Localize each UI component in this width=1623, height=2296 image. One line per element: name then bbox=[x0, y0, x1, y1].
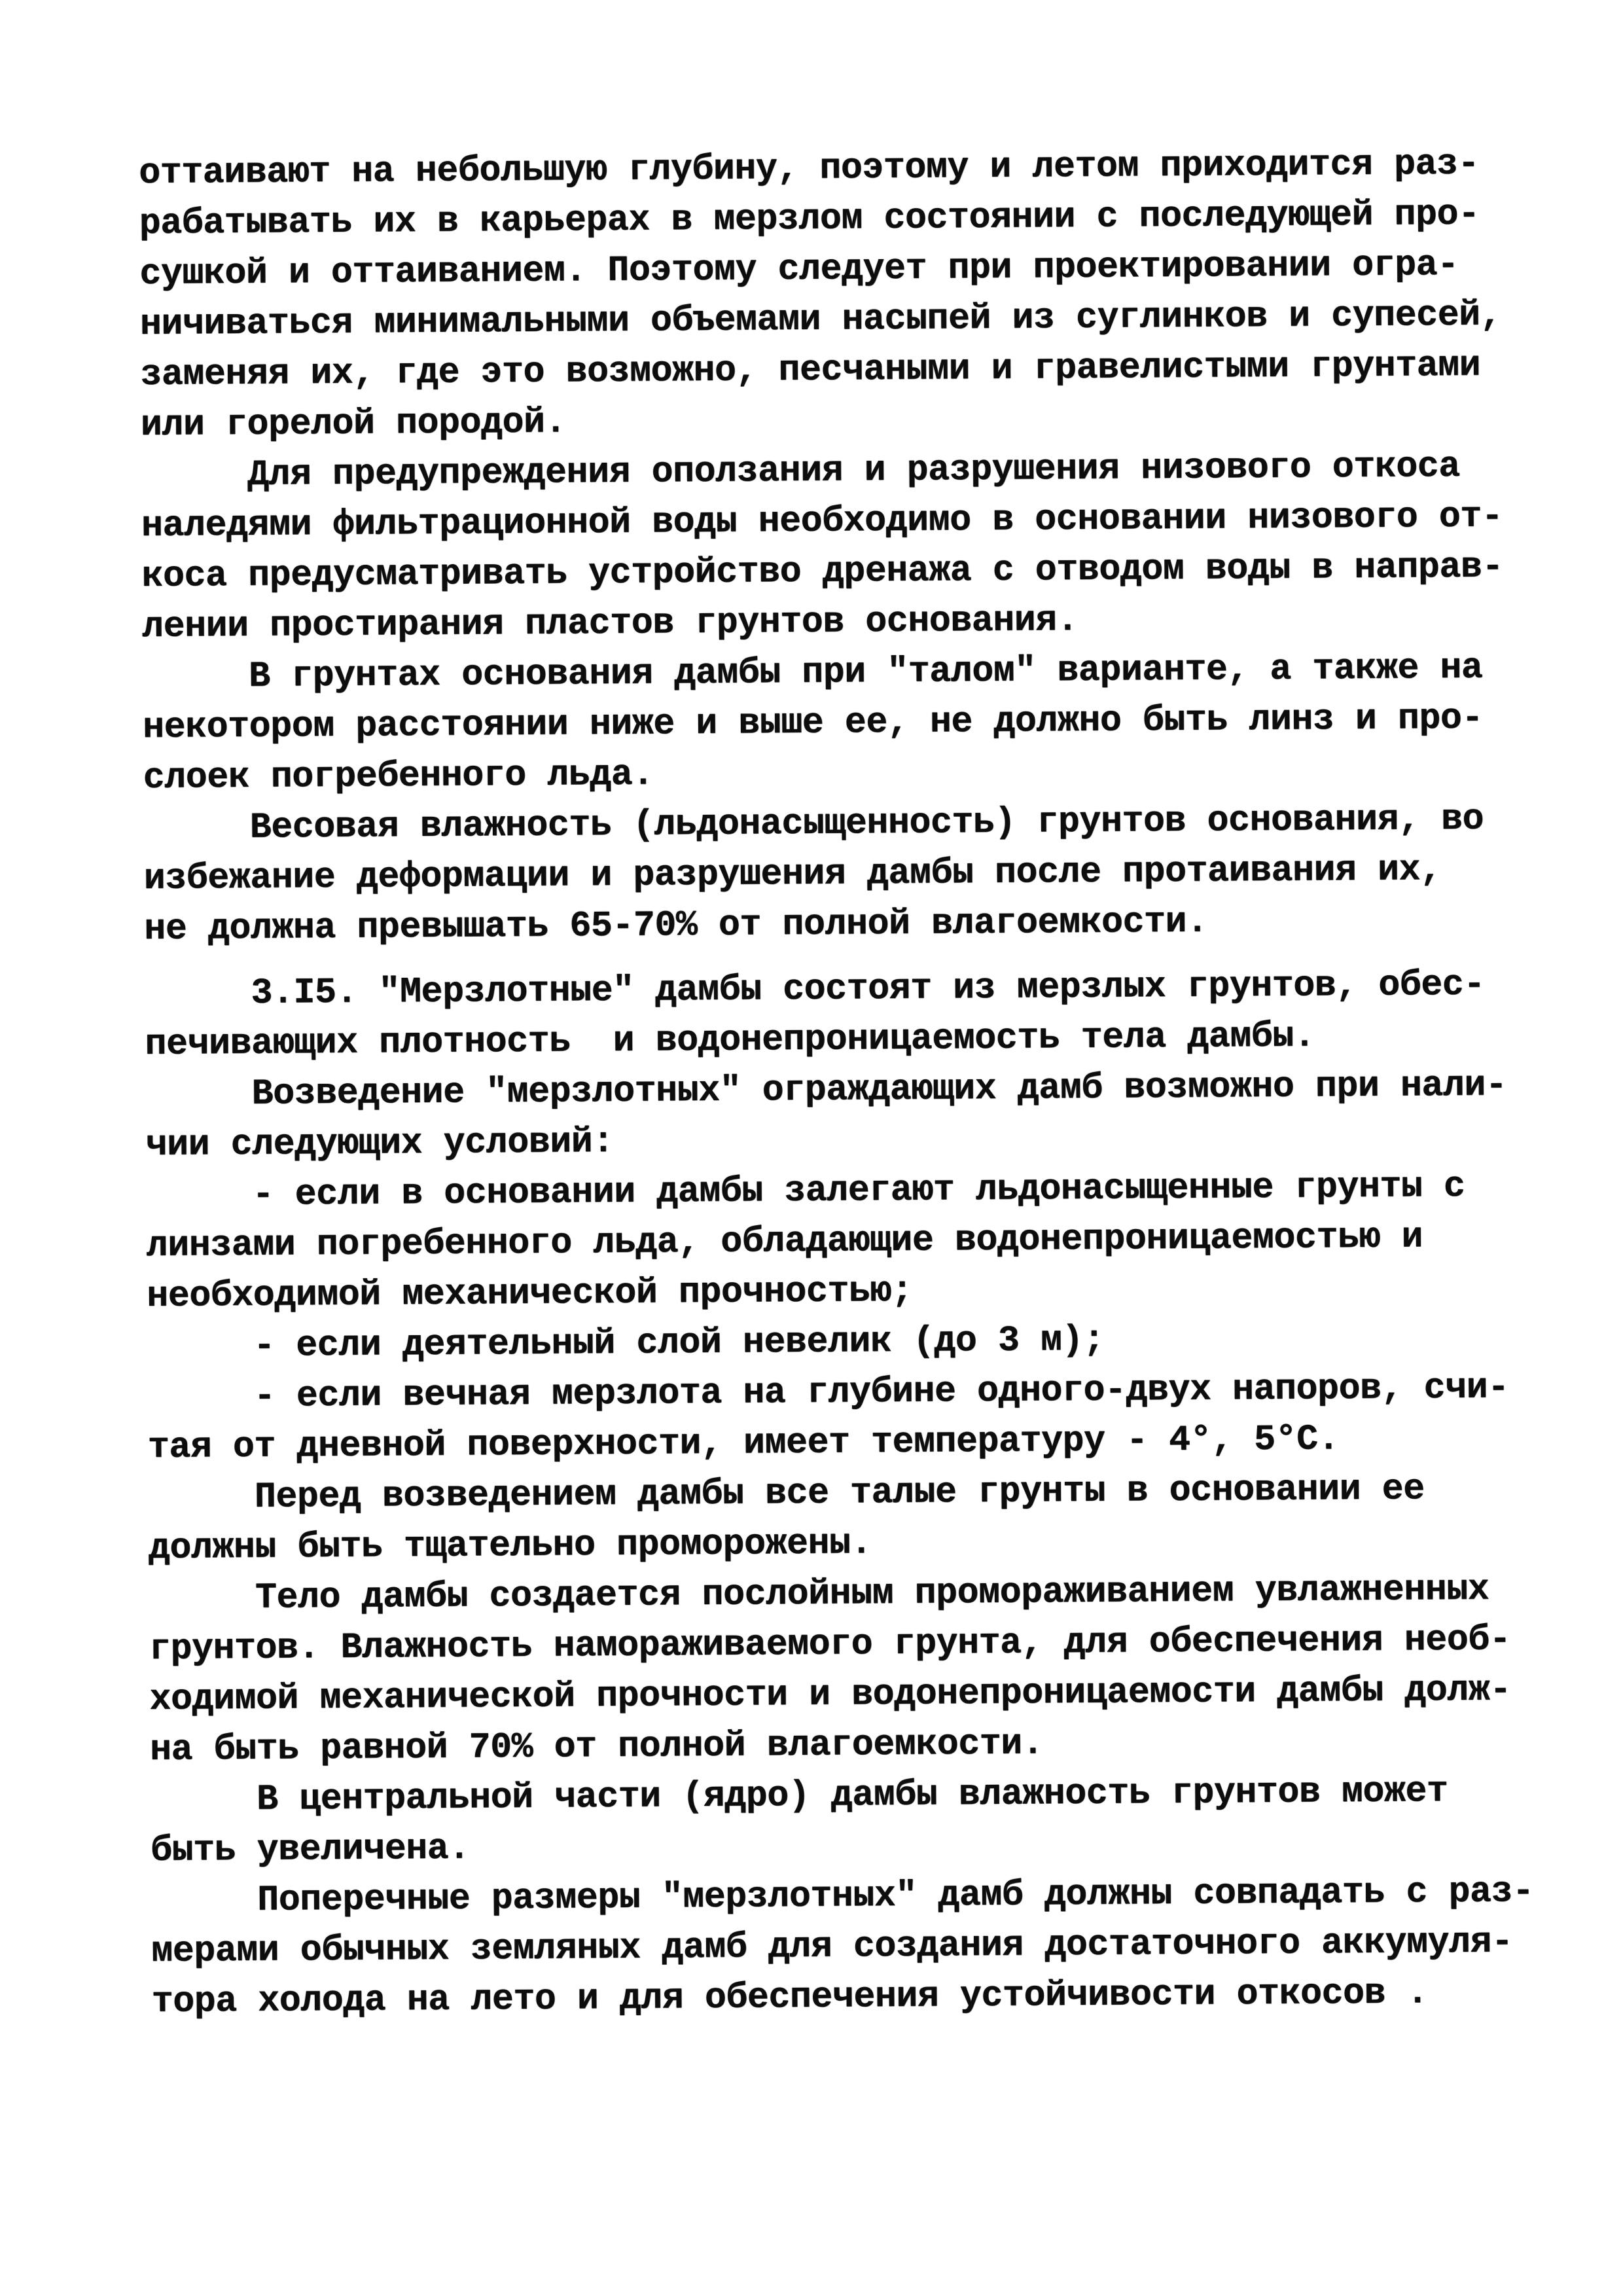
text-line: должны быть тщательно проморожены. bbox=[148, 1522, 872, 1569]
text-line: ничиваться минимальными объемами насыпей из суглинков и супесей, bbox=[139, 294, 1502, 345]
text-line: ходимой механической прочности и водонепроницаемости дамбы долж- bbox=[149, 1669, 1512, 1720]
text-line: чии следующих условий: bbox=[145, 1121, 614, 1166]
text-line: Перед возведением дамбы все талые грунты в основании ее bbox=[148, 1468, 1425, 1518]
text-line: тора холода на лето и для обеспечения устойчивости откосов . bbox=[151, 1972, 1429, 2022]
text-line: необходимой механической прочностью; bbox=[147, 1270, 913, 1317]
text-line: рабатывать их в карьерах в мерзлом состоянии с последующей про- bbox=[139, 193, 1480, 244]
text-line: мерами обычных земляных дамб для создания достаточного аккумуля- bbox=[151, 1921, 1513, 1972]
text-line: быть увеличена. bbox=[150, 1827, 470, 1871]
text-line: Для предупреждения оползания и разрушения низового откоса bbox=[141, 445, 1461, 496]
text-line: Весовая влажность (льдонасыщенность) грунтов основания, во bbox=[143, 798, 1484, 849]
text-line: наледями фильтрационной воды необходимо в основании низового от- bbox=[141, 495, 1503, 547]
text-block bbox=[139, 138, 1535, 2027]
text-line: - если в основании дамбы залегают льдонасыщенные грунты с bbox=[145, 1165, 1465, 1216]
text-line: Возведение "мерзлотных" ограждающих дамб возможно при нали- bbox=[145, 1064, 1507, 1115]
text-line: линзами погребенного льда, обладающие водонепроницаемостью и bbox=[146, 1216, 1423, 1266]
text-line: заменяя их, где это возможно, песчаными и гравелистыми грунтами bbox=[140, 344, 1481, 395]
text-line: В центральной части (ядро) дамбы влажность грунтов может bbox=[150, 1770, 1448, 1821]
text-line: печивающих плотность и водонепроницаемость тела дамбы. bbox=[145, 1015, 1315, 1065]
text-line: - если деятельный слой невелик (до 3 м); bbox=[147, 1319, 1105, 1367]
text-line: на быть равной 70% от полной влагоемкости. bbox=[149, 1723, 1044, 1770]
text-line: или горелой породой. bbox=[140, 401, 567, 446]
text-line: Тело дамбы создается послойным промораживанием увлажненных bbox=[149, 1568, 1489, 1619]
text-line: сушкой и оттаиванием. Поэтому следует при проектировании огра- bbox=[139, 243, 1459, 295]
text-line: некотором расстоянии ниже и выше ее, не должно быть линз и про- bbox=[142, 697, 1484, 748]
text-line: грунтов. Влажность намораживаемого грунта, для обеспечения необ- bbox=[149, 1619, 1511, 1670]
text-line: коса предусматривать устройство дренажа с отводом воды в направ- bbox=[141, 546, 1504, 597]
text-line: Поперечные размеры "мерзлотных" дамб должны совпадать с раз- bbox=[151, 1871, 1534, 1922]
text-line: слоек погребенного льда. bbox=[143, 753, 654, 798]
text-line: оттаивают на небольшую глубину, поэтому и летом приходится раз- bbox=[139, 143, 1480, 194]
text-line: не должна превышать 65-70% от полной влагоемкости. bbox=[144, 901, 1208, 950]
text-line: - если вечная мерзлота на глубине одного-двух напоров, счи- bbox=[147, 1367, 1509, 1418]
text-line: 3.I5. "Мерзлотные" дамбы состоят из мерзлых грунтов, обес- bbox=[144, 963, 1486, 1014]
text-line: тая от дневной поверхности, имеет температуру - 4°, 5°С. bbox=[147, 1418, 1340, 1468]
text-line: избежание деформации и разрушения дамбы после протаивания их, bbox=[143, 849, 1442, 899]
text-line: лении простирания пластов грунтов основания. bbox=[141, 599, 1079, 647]
text-line: В грунтах основания дамбы при "талом" варианте, а также на bbox=[142, 647, 1483, 698]
